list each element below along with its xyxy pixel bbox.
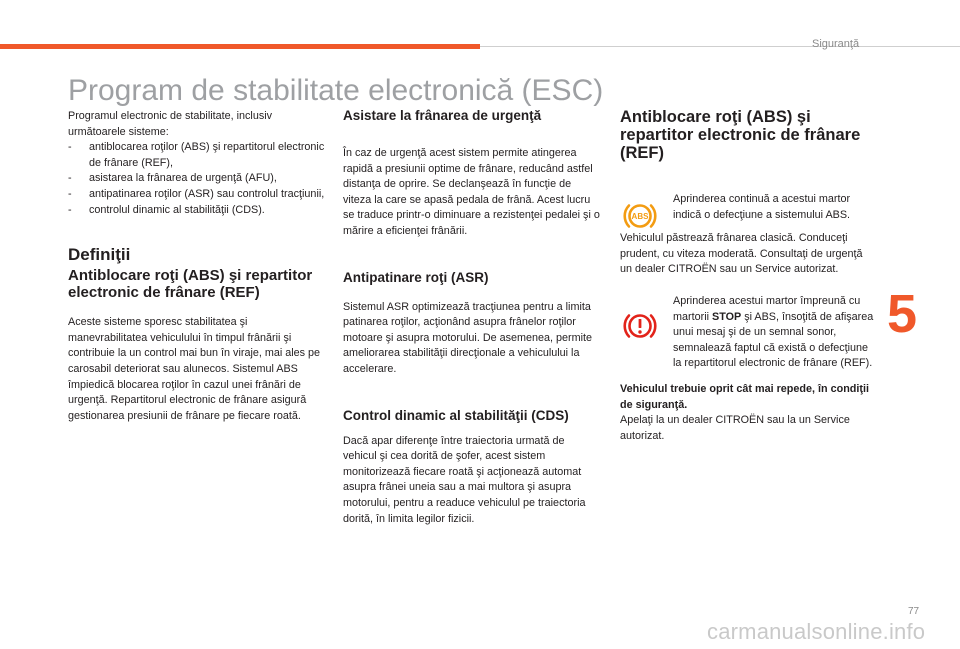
definitions-heading: Definiţii xyxy=(68,245,131,265)
abs-icon-label: ABS xyxy=(631,212,649,221)
asr-text: Sistemul ASR optimizează tracţiunea pentru a limita patinarea roţilor, acţionând asupra frânelor roţilor motoare şi asupra motorului. De asemenea, permite ameliorarea stabilităţii direcţionale a vehiculului la accelerare. xyxy=(343,300,593,375)
stop-word: STOP xyxy=(712,310,742,323)
list-item: - antiblocarea roţilor (ABS) şi repartitorul electronic de frânare (REF), xyxy=(68,140,326,171)
left-column xyxy=(68,109,326,424)
abs-warning-block xyxy=(620,192,876,223)
abs-fault-note: Vehiculul păstrează frânarea clasică. Conduceţi prudent, cu viteza moderată. Consultaţi de urgenţă un dealer CITROËN sau un Service autorizat. xyxy=(620,232,863,276)
emergency-braking-heading: Asistare la frânarea de urgenţă xyxy=(343,108,542,123)
middle-column xyxy=(343,108,601,527)
chapter-tab-number: 5 xyxy=(887,284,918,344)
ref-warning-block xyxy=(620,294,876,372)
abs-warning-text: Aprinderea continuă a acestui martor indică o defecţiune a sistemului ABS. xyxy=(673,193,851,221)
systems-list xyxy=(68,140,326,218)
contact-dealer-note: Apelaţi la un dealer CITROËN sau la un Service autorizat. xyxy=(620,414,850,442)
asr-heading: Antipatinare roţi (ASR) xyxy=(343,269,489,285)
abs-section-heading: Antiblocare roţi (ABS) şi repartitor electronic de frânare (REF) xyxy=(620,108,861,162)
page-title: Program de stabilitate electronică (ESC) xyxy=(68,74,604,107)
section-label: Siguranţă xyxy=(812,38,860,50)
brake-warning-lamp-icon xyxy=(620,306,660,346)
list-item: - asistarea la frânarea de urgenţă (AFU), xyxy=(68,171,326,187)
header-accent-bar xyxy=(0,44,480,49)
emergency-braking-text: În caz de urgenţă acest sistem permite atingerea rapidă a presiunii optime de frânare, reducând astfel distanţa de oprire. Se declanşează în funcţie de viteza la care se apasă pedala de frână. Acest lucru se traduce printr-o diminuare a rezistenţei pedalei şi o mărire a eficienţei frânării. xyxy=(343,147,600,237)
header-divider xyxy=(480,46,960,47)
abs-definition-heading: Antiblocare roţi (ABS) şi repartitor electronic de frânare (REF) xyxy=(68,267,313,301)
abs-definition-text: Aceste sisteme sporesc stabilitatea şi manevrabilitatea vehiculului în timpul frânării şi contribuie la un control mai bun în viraje, mai ales pe carosabil deteriorat sau alunecos. Sistemul ABS împiedică blocarea roţilor în cazul unei frânări de urgenţă. Repartitorul electronic de frânare asigură gestionarea presiunii de frânare pe fiecare roată. xyxy=(68,316,321,422)
page-number: 77 xyxy=(908,606,920,617)
ref-warning-text: Aprinderea acestui martor împreună cu martorii STOP şi ABS, însoţită de afişarea unui mesaj şi de un semnal sonor, semnalează faptul că există o defecţiune la repartitorul electronic de frânare (REF). xyxy=(673,294,874,370)
cds-text: Dacă apar diferenţe între traiectoria urmată de vehicul şi cea dorită de şofer, acest sistem monitorizează fiecare roată şi acţionează automat asupra frânei uneia sau a mai multora şi asupra motorului, pentru a readuce vehiculul pe traiectoria dorită, în limita legilor fizicii. xyxy=(343,434,586,525)
list-item: - controlul dinamic al stabilităţii (CDS). xyxy=(68,203,326,219)
abs-warning-lamp-icon xyxy=(620,196,660,236)
cds-heading: Control dinamic al stabilităţii (CDS) xyxy=(343,407,569,423)
list-item: - antipatinarea roţilor (ASR) sau controlul tracţiunii, xyxy=(68,187,326,203)
right-column xyxy=(620,108,876,444)
intro-text: Programul electronic de stabilitate, inclusiv următoarele sisteme: xyxy=(68,110,273,138)
watermark: carmanualsonline.info xyxy=(707,619,926,644)
stop-vehicle-note: Vehiculul trebuie oprit cât mai repede, în condiţii de siguranţă. xyxy=(620,382,869,411)
